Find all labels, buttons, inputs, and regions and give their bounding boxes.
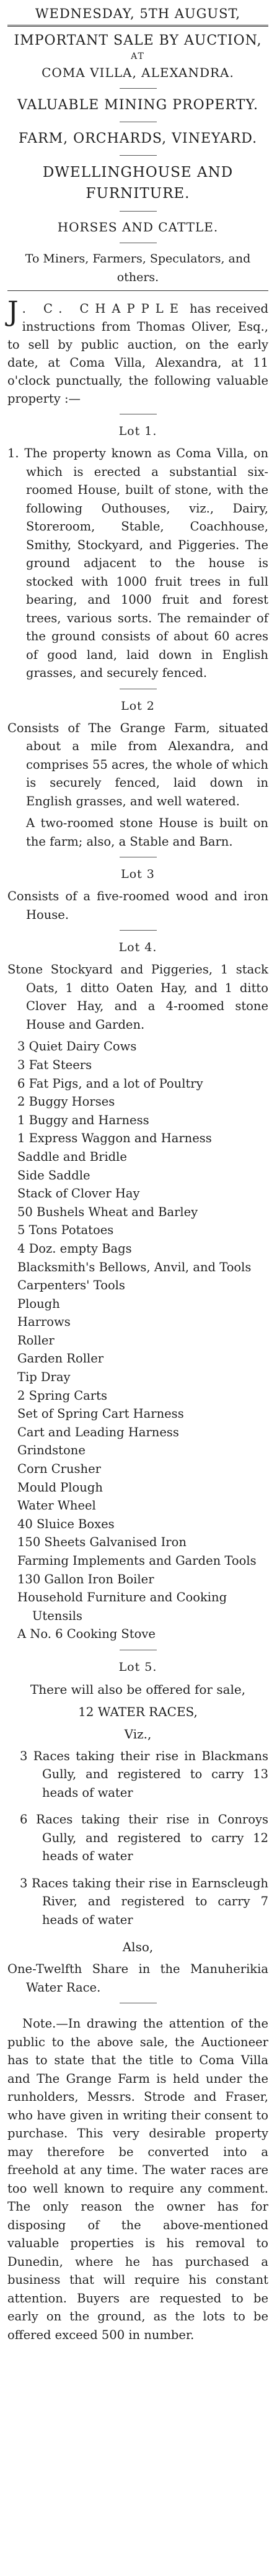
lot-1-heading: Lot 1. <box>118 424 157 439</box>
lot-5-heading: Lot 5. <box>118 1660 157 1674</box>
lot-2-heading: Lot 2 <box>121 699 155 713</box>
list-item: 1 Express Waggon and Harness <box>17 1131 212 1146</box>
divider <box>7 25 268 27</box>
divider <box>120 211 157 212</box>
horses-heading: HORSES AND CATTLE. <box>57 219 219 235</box>
list-item: 1 Buggy and Harness <box>17 1112 149 1127</box>
list-item: 2 Buggy Horses <box>17 1094 115 1109</box>
list-item: 50 Bushels Wheat and Barley <box>17 1204 198 1219</box>
auctioneer-note: Note.—In drawing the attention of the public to the above sale, the Auctioneer has to state that the title to Coma Villa and The Grange Farm is held under the runholders, Messrs. Strode and Fraser, who have given in writing their consent to purchase. This very desirable property may therefore be converted into a freehold at any time. The water races are too well known to require any comment. The only reason the owner has for disposing of the above-mentioned valuable properties is his removal to Dunedin, where he has purchased a business that will require his constant attention. Buyers are requested to be early on the ground, as the lots to be offered exceed 500 in number. <box>7 2016 268 2342</box>
water-race-share: One-Twelfth Share in the Manuherikia Water Race. <box>7 1962 268 1995</box>
list-item: Grindstone <box>17 1443 86 1458</box>
lot-1-description: 1. The property known as Coma Villa, on which is erected a substantial six-roomed House, built of stone, with the following Outhouses, viz., Dairy, Storeroom, Stable, Coachhouse, Smithy, Stockyard, and Piggeries. The ground adjacent to the house is stocked with 1000 fruit trees in full bearing, and 1000 fruit and forest trees, various sorts. The remainder of the ground consists of about 60 acres of good land, laid down in English grasses, and securely fenced. <box>7 446 268 681</box>
list-item: Saddle and Bridle <box>17 1149 127 1164</box>
water-races-heading: 12 WATER RACES, <box>78 1704 198 1719</box>
list-item: 5 Tons Potatoes <box>17 1223 114 1238</box>
audience-line: To Miners, Farmers, Speculators, and others. <box>25 251 251 284</box>
drop-cap: J <box>7 296 19 328</box>
farm-heading: FARM, ORCHARDS, VINEYARD. <box>18 130 258 146</box>
list-item: Garden Roller <box>17 1351 104 1366</box>
intro-text: has received instructions from Thomas Oliver, Esq., to sell by public auction, on the early date, at Coma Villa, Alexandra, at 11 o'clock punctually, the following valuable property :— <box>7 302 268 406</box>
auctioneer-name: . C. CHAPPLE <box>22 302 185 316</box>
list-item: 130 Gallon Iron Boiler <box>17 1572 154 1586</box>
divider <box>120 155 157 156</box>
list-item: Cart and Leading Harness <box>17 1424 179 1439</box>
lot-2-description: Consists of The Grange Farm, situated about a mile from Alexandra, and comprises 55 acres, the whole of which is securely fenced, laid down in English grasses, and well watered. <box>7 720 268 808</box>
water-race-item: 3 Races taking their rise in Blackmans Gully, and registered to carry 13 heads of water <box>20 1748 268 1800</box>
at-label: AT <box>131 51 145 61</box>
sale-title: IMPORTANT SALE BY AUCTION, <box>14 33 262 48</box>
lot-5-offered: There will also be offered for sale, <box>30 1681 246 1697</box>
list-item: Set of Spring Cart Harness <box>17 1407 184 1421</box>
lot-4-heading: Lot 4. <box>118 941 157 955</box>
dwelling-heading: DWELLINGHOUSE AND FURNITURE. <box>42 164 234 202</box>
list-item: Blacksmith's Bellows, Anvil, and Tools <box>17 1259 252 1274</box>
lot-3-description: Consists of a five-roomed wood and iron House. <box>7 889 268 922</box>
list-item: Plough <box>17 1296 60 1311</box>
list-item: Water Wheel <box>17 1498 96 1513</box>
list-item: A No. 6 Cooking Stove <box>17 1627 156 1642</box>
list-item: 2 Spring Carts <box>17 1388 107 1403</box>
list-item: Roller <box>17 1333 55 1348</box>
list-item: 6 Fat Pigs, and a lot of Poultry <box>17 1076 203 1091</box>
intro-paragraph <box>7 296 268 408</box>
list-item: Stack of Clover Hay <box>17 1186 140 1201</box>
water-race-item: 3 Races taking their rise in Earnscleugh River, and registered to carry 7 heads of water <box>20 1876 268 1927</box>
divider <box>120 88 157 89</box>
lot-3-heading: Lot 3 <box>121 867 155 882</box>
also-label: Also, <box>122 1939 154 1955</box>
list-item: Mould Plough <box>17 1480 103 1495</box>
sale-location: COMA VILLA, ALEXANDRA. <box>42 65 234 80</box>
lot-4-description: Stone Stockyard and Piggeries, 1 stack Oats, 1 ditto Oaten Hay, and 1 ditto Clover Hay, and a 4-roomed stone House and Garden. <box>7 962 268 1032</box>
list-item: Tip Dray <box>17 1370 71 1385</box>
sale-date: WEDNESDAY, 5TH AUGUST, <box>35 6 241 21</box>
mining-property-heading: VALUABLE MINING PROPERTY. <box>17 97 259 113</box>
lot-4-item-list <box>7 1037 268 1644</box>
list-item: 3 Fat Steers <box>17 1057 92 1072</box>
list-item: Corn Crusher <box>17 1462 101 1477</box>
viz-label: Viz., <box>124 1726 152 1742</box>
list-item: Side Saddle <box>17 1168 90 1183</box>
list-item: Carpenters' Tools <box>17 1278 125 1293</box>
list-item: Farming Implements and Garden Tools <box>17 1554 257 1568</box>
list-item: 150 Sheets Galvanised Iron <box>17 1535 187 1550</box>
divider <box>120 930 157 931</box>
list-item: 3 Quiet Dairy Cows <box>17 1039 137 1054</box>
list-item: Household Furniture and Cooking Utensils <box>17 1590 227 1623</box>
lot-2-house: A two-roomed stone House is built on the farm; also, a Stable and Barn. <box>26 816 268 849</box>
water-race-item: 6 Races taking their rise in Conroys Gully, and registered to carry 12 heads of water <box>20 1812 268 1864</box>
list-item: 4 Doz. empty Bags <box>17 1241 132 1256</box>
list-item: Harrows <box>17 1315 71 1330</box>
divider <box>7 290 268 291</box>
list-item: 40 Sluice Boxes <box>17 1516 115 1531</box>
